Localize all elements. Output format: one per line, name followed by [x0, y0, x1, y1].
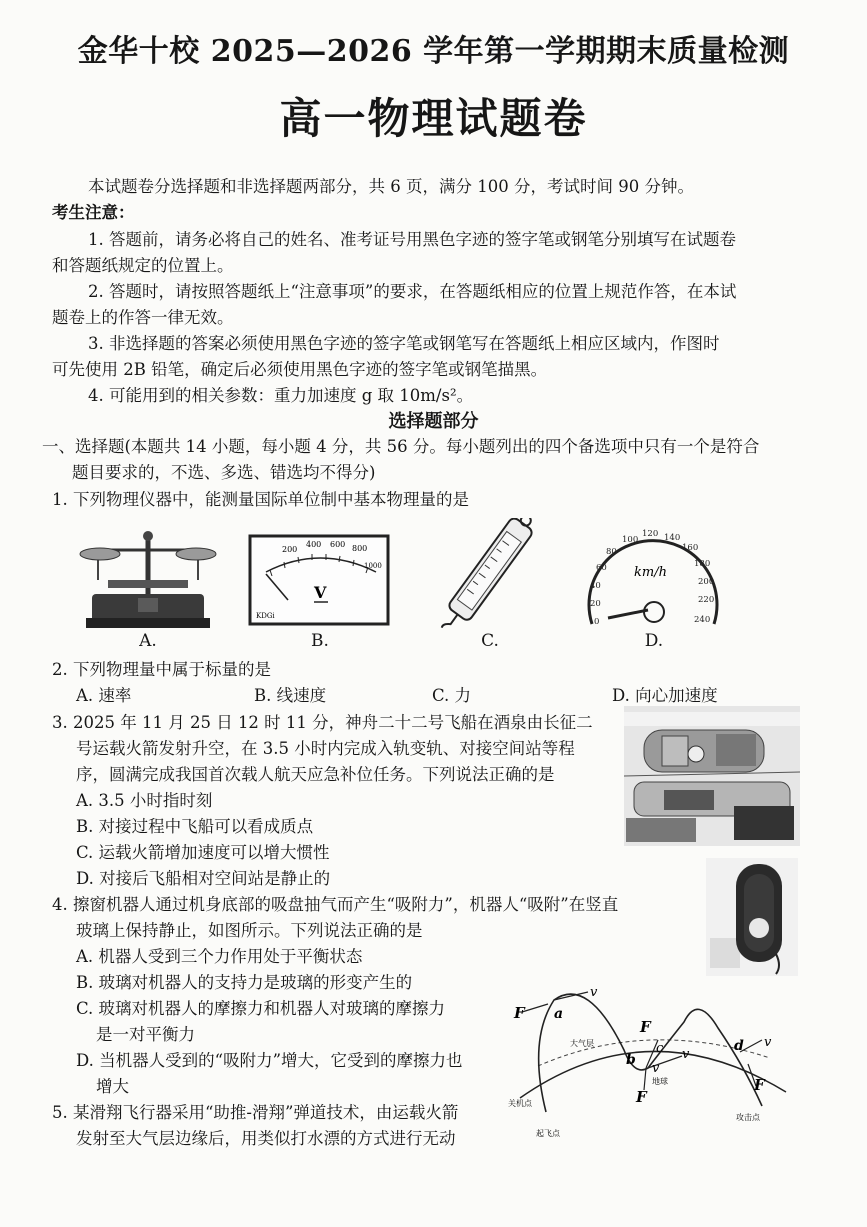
speedometer-tick-180: 180 — [694, 559, 711, 569]
notice-item-1-line-2: 和答题纸规定的位置上。 — [52, 256, 234, 275]
spacecraft-docking-photo — [624, 706, 800, 846]
q5-stem-line-1: 5. 某滑翔飞行器采用“助推-滑翔”弹道技术，由运载火箭 — [52, 1103, 459, 1122]
glide-trajectory-diagram — [508, 980, 798, 1140]
speedometer-tick-120: 120 — [642, 529, 659, 539]
speedometer-tick-60: 60 — [596, 563, 607, 573]
voltmeter-tick-600: 600 — [330, 540, 346, 549]
speedometer-tick-200: 200 — [698, 577, 715, 587]
force-label-4: F — [754, 1076, 765, 1094]
speedometer-tick-0: 0 — [594, 617, 600, 627]
q3-option-c: C. 运载火箭增加速度可以增大惯性 — [76, 843, 330, 862]
voltmeter-unit: V — [314, 583, 327, 602]
q3-stem-line-1: 3. 2025 年 11 月 25 日 12 时 11 分，神舟二十二号飞船在酒泉由长征二 — [52, 713, 593, 732]
velocity-label-3: v — [652, 1061, 660, 1076]
exam-header-title: 金华十校 2025—2026 学年第一学期期末质量检测 — [77, 34, 790, 69]
notice-item-3-line-1: 3. 非选择题的答案必须使用黑色字迹的签字笔或钢笔写在答题纸上相应区域内，作图时 — [88, 334, 720, 353]
atmosphere-label: 大气层 — [570, 1039, 594, 1048]
force-label-1: F — [514, 1004, 525, 1022]
q2-option-a: A. 速率 — [76, 686, 132, 705]
speedometer-figure — [578, 520, 728, 632]
part1-instructions-line-2: 题目要求的，不选、多选、错选均不得分) — [72, 463, 376, 482]
takeoff-point-label: 起飞点 — [536, 1129, 560, 1138]
force-label-2: F — [640, 1018, 651, 1036]
speedometer-tick-220: 220 — [698, 595, 715, 605]
voltmeter-figure — [248, 534, 390, 626]
voltmeter-brand: KDGi — [256, 612, 275, 620]
earth-label: 地球 — [652, 1077, 668, 1086]
speedometer-tick-140: 140 — [664, 533, 681, 543]
intro-text: 本试题卷分选择题和非选择题两部分，共 6 页，满分 100 分，考试时间 90 分钟。 — [88, 177, 694, 196]
q4-stem-line-1: 4. 擦窗机器人通过机身底部的吸盘抽气而产生“吸附力”，机器人“吸附”在竖直 — [52, 895, 619, 914]
speedometer-unit: km/h — [634, 565, 667, 580]
q1-label-d: D. — [644, 631, 664, 651]
point-label-a: a — [554, 1006, 564, 1022]
q1-label-a: A. — [139, 631, 157, 651]
q1-stem: 1. 下列物理仪器中，能测量国际单位制中基本物理量的是 — [52, 490, 469, 509]
q2-option-c: C. 力 — [432, 686, 472, 705]
speedometer-tick-160: 160 — [682, 543, 699, 553]
notice-item-3-line-2: 可先使用 2B 铅笔，确定后必须使用黑色字迹的签字笔或钢笔描黑。 — [52, 360, 548, 379]
velocity-label-2: v — [682, 1047, 690, 1062]
q4-option-c-line-2: 是一对平衡力 — [96, 1025, 195, 1044]
q1-label-b: B. — [311, 631, 329, 651]
notice-heading: 考生注意： — [52, 203, 135, 222]
notice-item-2-line-2: 题卷上的作答一律无效。 — [52, 308, 234, 327]
q4-option-c-line-1: C. 玻璃对机器人的摩擦力和机器人对玻璃的摩擦力 — [76, 999, 446, 1018]
q3-stem-line-3: 序，圆满完成我国首次载人航天应急补位任务。下列说法正确的是 — [76, 765, 555, 784]
q3-option-a: A. 3.5 小时指时刻 — [76, 791, 213, 810]
spring-scale-figure — [422, 518, 552, 630]
force-label-3: F — [636, 1088, 647, 1106]
q4-option-d-line-1: D. 当机器人受到的“吸附力”增大，它受到的摩擦力也 — [76, 1051, 463, 1070]
shutdown-point-label: 关机点 — [508, 1099, 532, 1108]
speedometer-tick-100: 100 — [622, 535, 639, 545]
velocity-label-1: v — [590, 985, 598, 1000]
q4-stem-line-2: 玻璃上保持静止，如图所示。下列说法正确的是 — [76, 921, 423, 940]
q5-stem-line-2: 发射至大气层边缘后，用类似打水漂的方式进行无动 — [76, 1129, 456, 1148]
q4-option-b: B. 玻璃对机器人的支持力是玻璃的形变产生的 — [76, 973, 413, 992]
notice-item-2-line-1: 2. 答题时，请按照答题纸上“注意事项”的要求，在答题纸相应的位置上规范作答，在本试 — [88, 282, 737, 301]
q1-label-c: C. — [481, 631, 499, 651]
velocity-label-4: v — [764, 1035, 772, 1050]
voltmeter-tick-400: 400 — [306, 540, 322, 549]
q3-option-b: B. 对接过程中飞船可以看成质点 — [76, 817, 314, 836]
speedometer-tick-40: 40 — [590, 581, 601, 591]
point-label-c: c — [656, 1041, 664, 1056]
q3-option-d: D. 对接后飞船相对空间站是静止的 — [76, 869, 331, 888]
point-label-b: b — [626, 1052, 636, 1068]
notice-item-1-line-1: 1. 答题前，请务必将自己的姓名、准考证号用黑色字迹的签字笔或钢笔分别填写在试题卷 — [88, 230, 736, 249]
q2-stem: 2. 下列物理量中属于标量的是 — [52, 660, 271, 679]
q3-stem-line-2: 号运载火箭发射升空，在 3.5 小时内完成入轨变轨、对接空间站等程 — [76, 739, 575, 758]
q4-option-a: A. 机器人受到三个力作用处于平衡状态 — [76, 947, 363, 966]
exam-subject-title: 高一物理试题卷 — [279, 94, 588, 143]
voltmeter-tick-800: 800 — [352, 544, 368, 553]
q2-option-b: B. 线速度 — [254, 686, 327, 705]
notice-item-4: 4. 可能用到的相关参数：重力加速度 g 取 10m/s²。 — [88, 386, 474, 405]
voltmeter-tick-200: 200 — [282, 545, 298, 554]
speedometer-tick-240: 240 — [694, 615, 711, 625]
speedometer-tick-80: 80 — [606, 547, 617, 557]
part1-instructions-line-1: 一、选择题(本题共 14 小题，每小题 4 分，共 56 分。每小题列出的四个备选项中只有一个是符合 — [42, 437, 760, 456]
target-point-label: 攻击点 — [736, 1113, 760, 1122]
balance-scale-figure — [78, 522, 218, 630]
point-label-d: d — [734, 1038, 744, 1054]
speedometer-tick-20: 20 — [590, 599, 601, 609]
window-robot-photo — [706, 858, 798, 976]
voltmeter-tick-1000: 1000 — [364, 562, 382, 570]
q2-option-d: D. 向心加速度 — [612, 686, 718, 705]
q4-option-d-line-2: 增大 — [96, 1077, 129, 1096]
section-title: 选择题部分 — [388, 411, 479, 432]
